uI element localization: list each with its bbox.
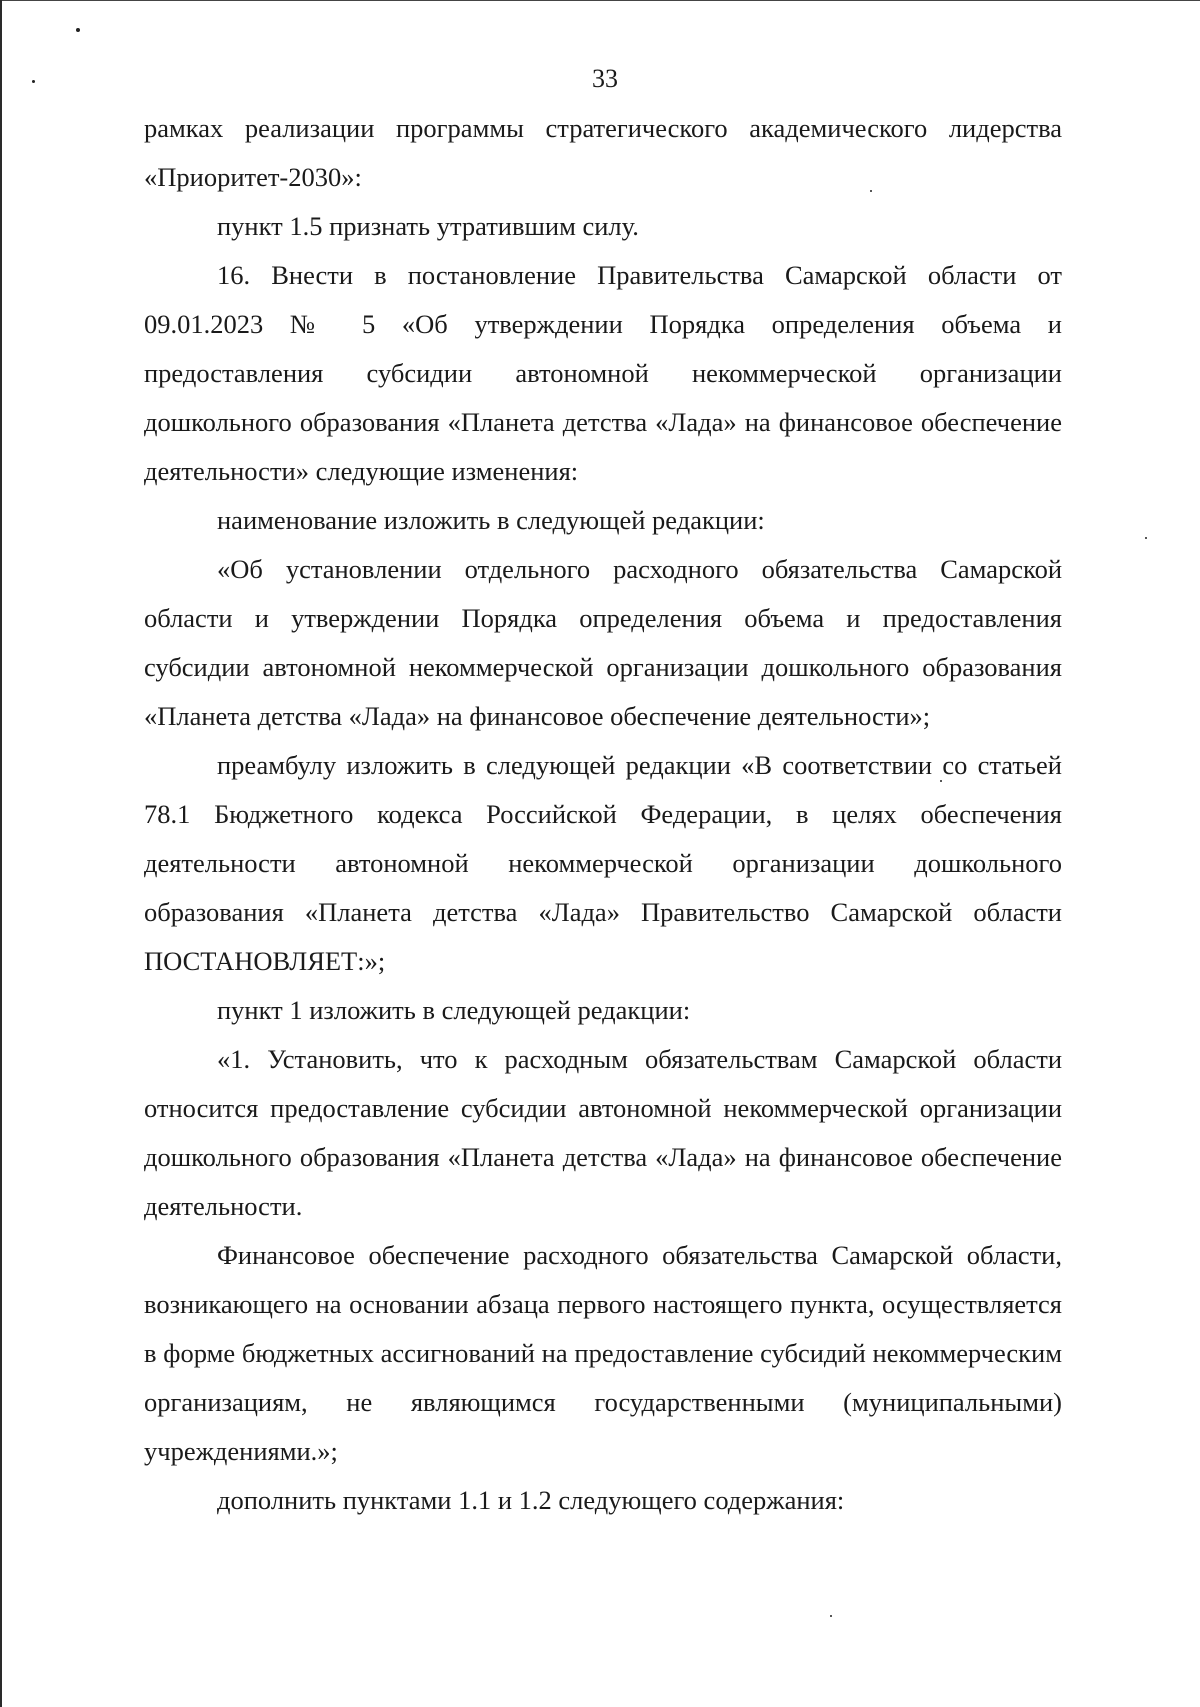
paragraph-continuation: рамках реализации программы стратегического академического лидерства «Приоритет-2030»:: [144, 113, 1062, 192]
scan-top-edge: [0, 0, 1200, 1]
paragraph-item-1-5: пункт 1.5 признать утратившим силу.: [217, 211, 639, 241]
document-body: [144, 104, 1062, 1525]
scan-speck: [1145, 537, 1147, 539]
paragraph-item-16: 16. Внести в постановление Правительства Самарской области от 09.01.2023 № 5 «Об утверждении Порядка определения объема и предоставления субсидии автономной некоммерческой организации дошкольного образования «Планета детства «Лада» на финансовое обеспечение деятельности» следующие изменения:: [144, 260, 1062, 486]
paragraph-item-1-change: пункт 1 изложить в следующей редакции:: [217, 995, 691, 1025]
paragraph-supplement: дополнить пунктами 1.1 и 1.2 следующего содержания:: [217, 1485, 845, 1515]
paragraph-preamble: преамбулу изложить в следующей редакции «В соответствии со статьей 78.1 Бюджетного кодекса Российской Федерации, в целях обеспечения деятельности автономной некоммерческой организации дошкольного образования «Планета детства «Лада» Правительство Самарской области ПОСТАНОВЛЯЕТ:»;: [144, 750, 1062, 976]
scan-speck: [830, 1615, 832, 1617]
scan-left-edge: [0, 0, 2, 1707]
paragraph-financing: Финансовое обеспечение расходного обязательства Самарской области, возникающего на основании абзаца первого настоящего пункта, осуществляется в форме бюджетных ассигнований на предоставление субсидий некоммерческим организациям, не являющимся государственными (муниципальными) учреждениями.»;: [144, 1240, 1062, 1466]
paragraph-item-1-text: «1. Установить, что к расходным обязательствам Самарской области относится предоставление субсидии автономной некоммерческой организации дошкольного образования «Планета детства «Лада» на финансовое обеспечение деятельности.: [144, 1044, 1062, 1221]
paragraph-new-name: «Об установлении отдельного расходного обязательства Самарской области и утверждении Порядка определения объема и предоставления субсидии автономной некоммерческой организации дошкольного образования «Планета детства «Лада» на финансовое обеспечение деятельности»;: [144, 554, 1062, 731]
paragraph-name-change: наименование изложить в следующей редакции:: [217, 505, 765, 535]
scan-speck: [76, 28, 80, 32]
page-number: 33: [592, 64, 618, 93]
